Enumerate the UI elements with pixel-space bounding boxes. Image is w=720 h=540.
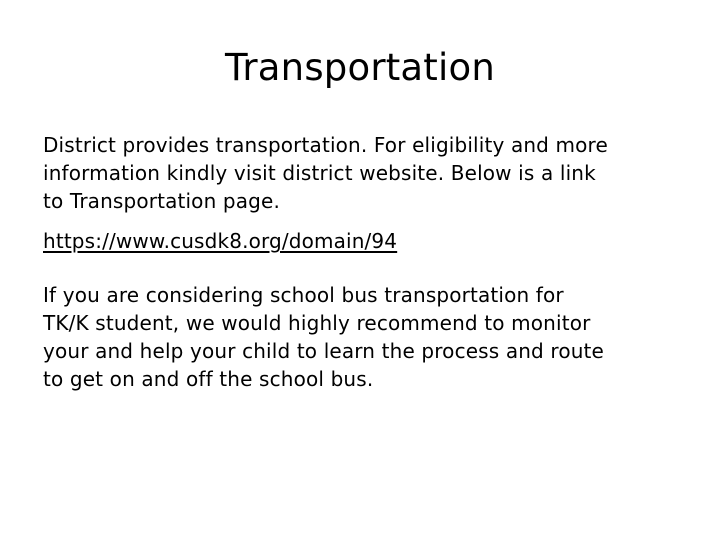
paragraph-line: to get on and off the school bus. [43,367,374,391]
paragraph-line: District provides transportation. For eligibility and more [43,133,608,157]
paragraph-tk-k-advice [43,281,693,393]
transportation-page-link[interactable]: https://www.cusdk8.org/domain/94 [43,229,398,253]
paragraph-line: If you are considering school bus transportation for [43,283,564,307]
paragraph-eligibility [43,131,693,215]
slide-body [43,131,693,393]
paragraph-line: TK/K student, we would highly recommend to monitor [43,311,591,335]
paragraph-line: to Transportation page. [43,189,280,213]
paragraph-line: information kindly visit district website. Below is a link [43,161,596,185]
slide-title: Transportation [225,46,495,89]
paragraph-line: your and help your child to learn the process and route [43,339,604,363]
